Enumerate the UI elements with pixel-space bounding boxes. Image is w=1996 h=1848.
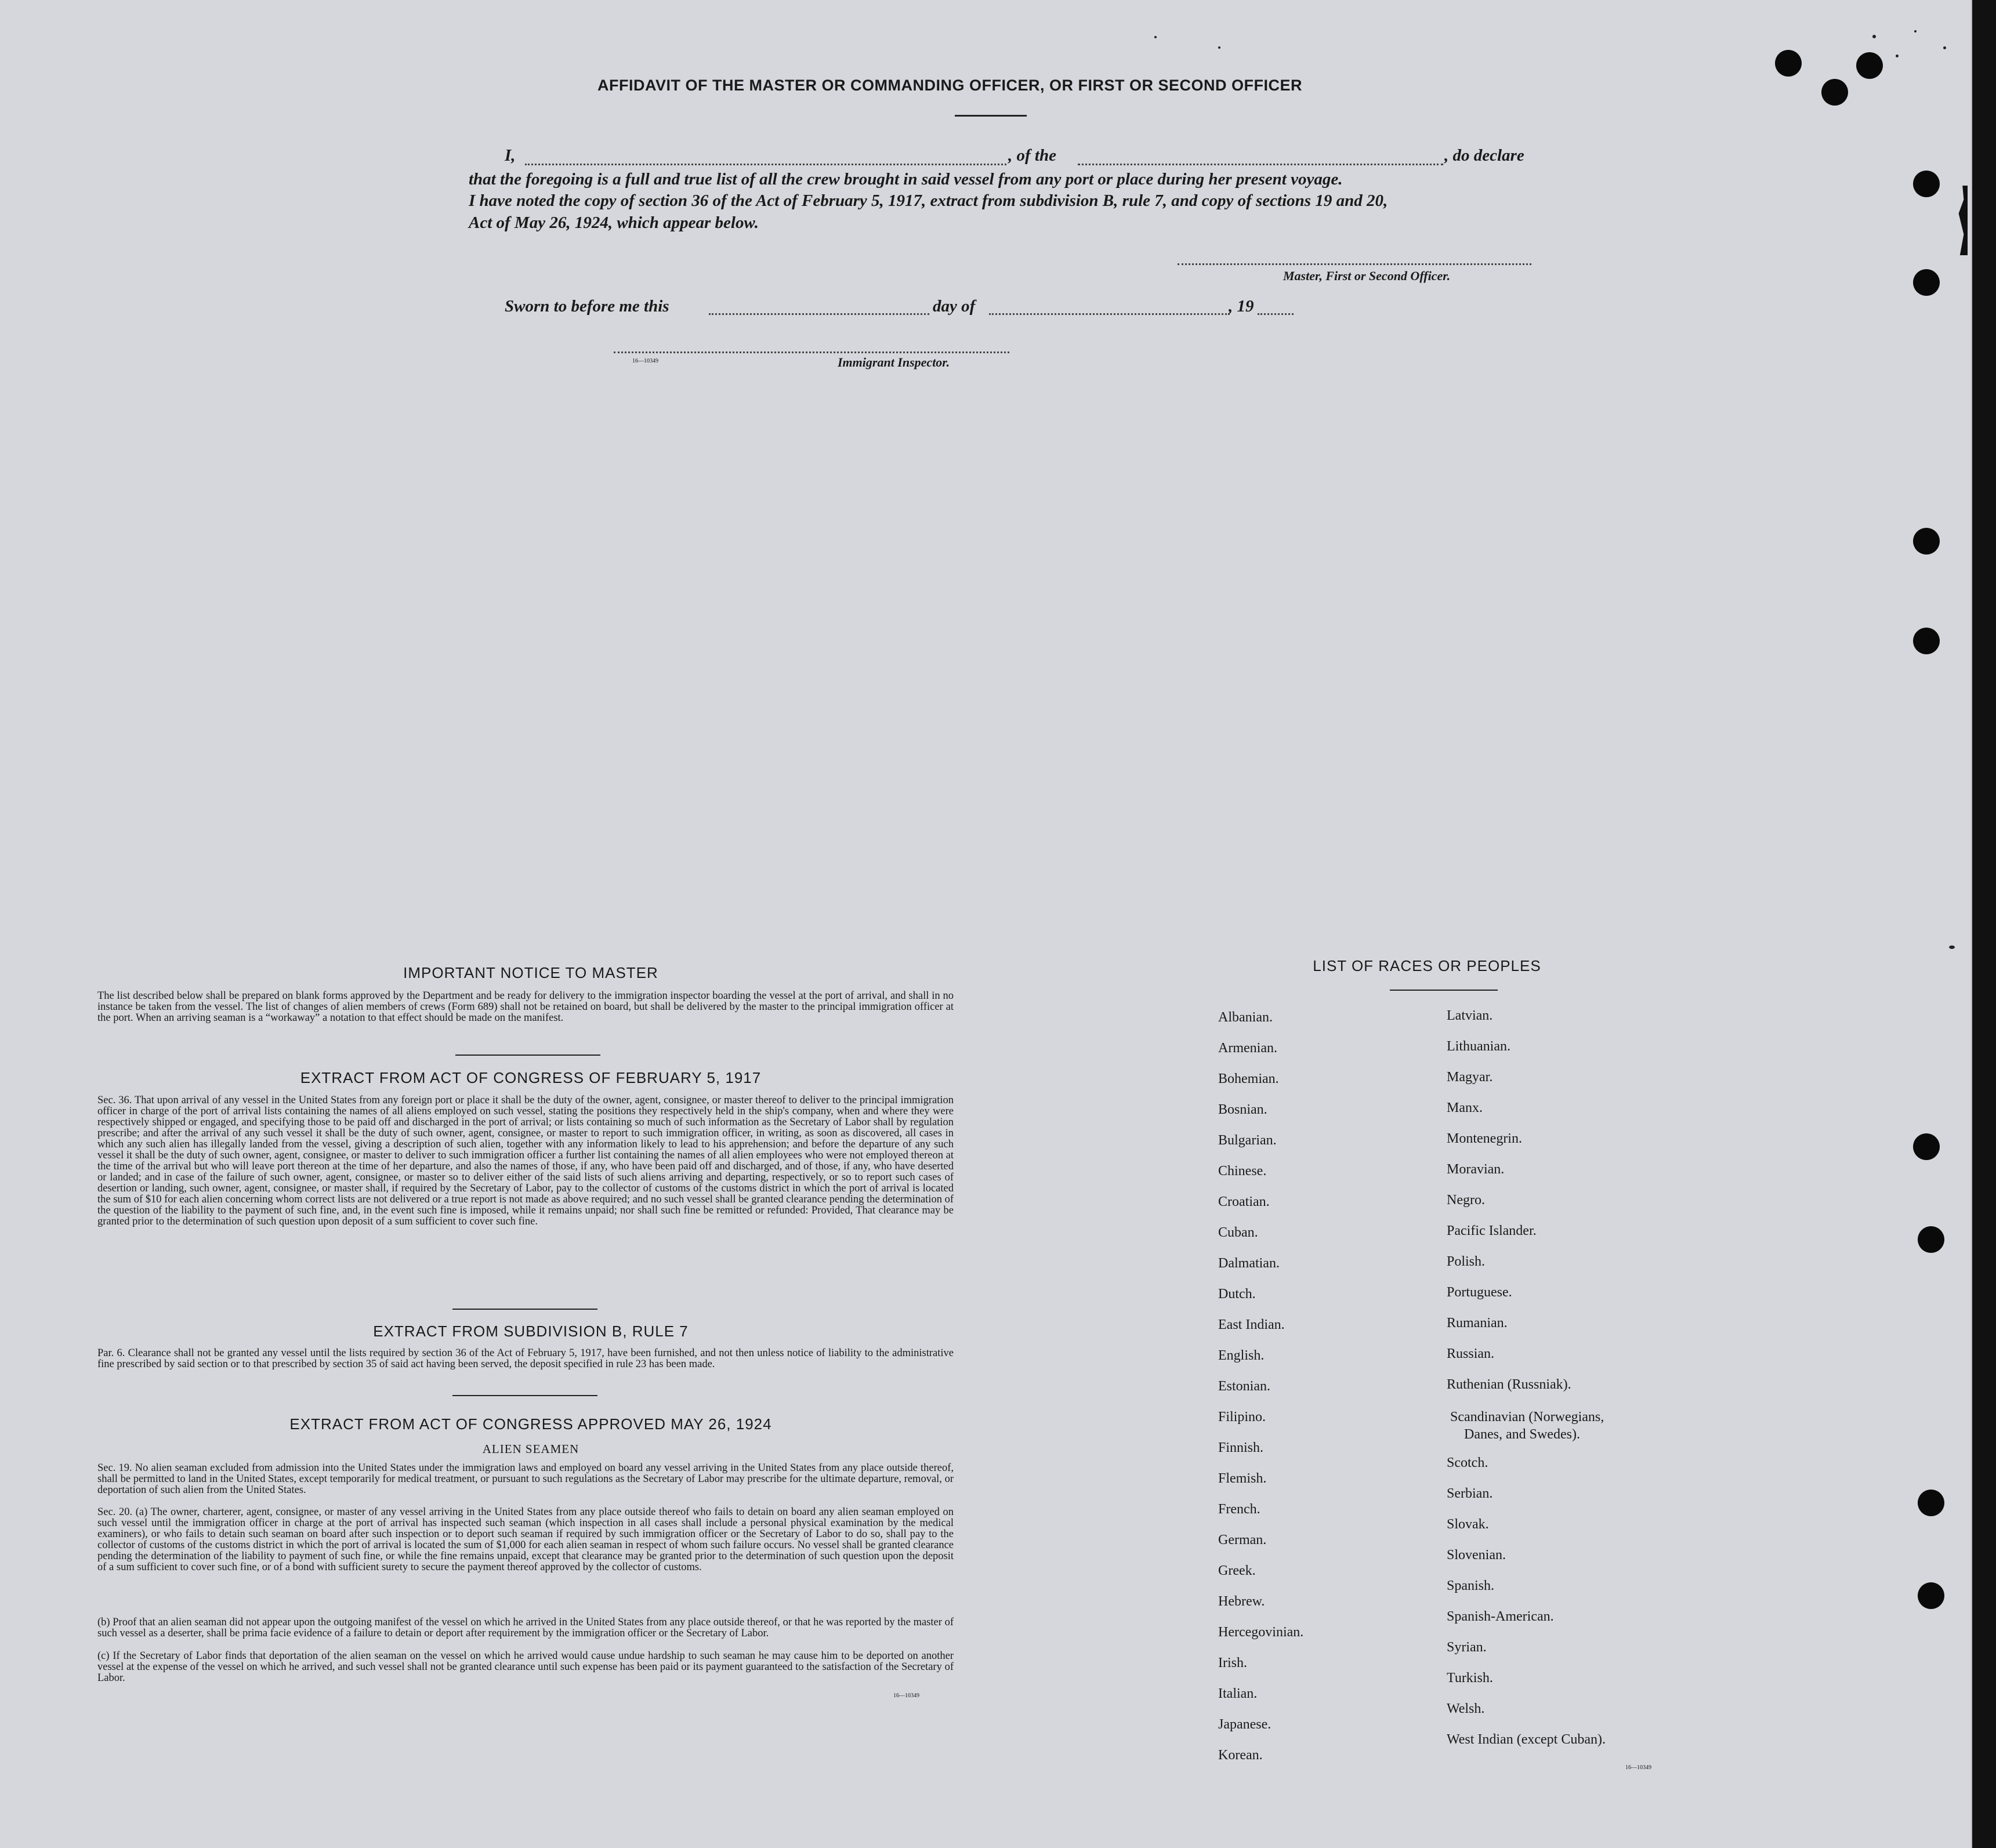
race-item: Bulgarian. (1218, 1133, 1277, 1148)
race-item: Chinese. (1218, 1164, 1267, 1179)
punch-hole-icon (1918, 1582, 1944, 1609)
extract-1917-heading: EXTRACT FROM ACT OF CONGRESS OF FEBRUARY 5, 1917 (300, 1069, 762, 1086)
race-item: Bohemian. (1218, 1071, 1279, 1086)
race-item: Syrian. (1447, 1640, 1487, 1655)
master-signature-line[interactable] (1178, 263, 1531, 265)
punch-hole-icon (1913, 528, 1940, 555)
race-item: Montenegrin. (1447, 1131, 1522, 1146)
divider-2 (452, 1309, 597, 1310)
affidavit-title: AFFIDAVIT OF THE MASTER OR COMMANDING OFFICER, OR FIRST OR SECOND OFFICER (597, 77, 1302, 94)
speck (1896, 55, 1899, 57)
race-item: Scandinavian (Norwegians, (1450, 1409, 1604, 1425)
extract-form-number: 16—10349 (893, 1693, 919, 1699)
race-item: Rumanian. (1447, 1316, 1508, 1331)
title-underline (955, 115, 1027, 117)
punch-hole-icon (1913, 628, 1940, 654)
race-item: Korean. (1218, 1748, 1263, 1763)
punch-hole-icon (1913, 171, 1940, 197)
speck (1218, 46, 1220, 49)
race-item: Filipino. (1218, 1409, 1266, 1425)
punch-hole-icon (1913, 269, 1940, 296)
race-item: Pacific Islander. (1447, 1223, 1537, 1238)
race-item: Negro. (1447, 1193, 1485, 1208)
race-item: Danes, and Swedes). (1464, 1427, 1580, 1442)
race-item: Bosnian. (1218, 1102, 1267, 1117)
day-of-text: day of (933, 297, 976, 316)
punch-hole-icon (1775, 50, 1802, 77)
punch-hole-icon (1918, 1226, 1944, 1253)
race-item: Cuban. (1218, 1225, 1258, 1240)
race-item: Lithuanian. (1447, 1039, 1510, 1054)
affidavit-line-4: Act of May 26, 1924, which appear below. (469, 213, 759, 232)
race-item: Russian. (1447, 1346, 1495, 1361)
race-item: English. (1218, 1348, 1265, 1363)
race-item: Spanish-American. (1447, 1609, 1554, 1624)
sworn-year-line[interactable] (1258, 313, 1294, 315)
punch-hole-icon (1821, 79, 1848, 106)
speck (1872, 35, 1876, 38)
race-item: West Indian (except Cuban). (1447, 1732, 1606, 1747)
race-item: Slovak. (1447, 1517, 1489, 1532)
vessel-name-line[interactable] (1078, 164, 1443, 165)
race-item: Hebrew. (1218, 1594, 1265, 1609)
master-signature-label: Master, First or Second Officer. (1283, 269, 1451, 283)
affidavit-of-the: , of the (1008, 146, 1056, 165)
extract-1917-text: Sec. 36. That upon arrival of any vessel in the United States from any foreign port or place it shall be the duty of the owner, agent, consignee, or master thereof to deliver to the principal immigration officer in charge of the port of arrival lists containing the names of all aliens employed on such vessel, stating the positions they respectively held in the ship's company, when and where they were respectively shipped or engaged, and specifying those to be paid off and discharged in the port of arrival; or lists containing so much of such information as the Secretary of Labor shall by regulation prescribe; and after the arrival of any such vessel it shall be the duty of such owner, agent, consignee, or master to report to such immigration officer, in writing, as soon as discovered, all cases in which any such alien has illegally landed from the vessel, giving a description of such alien, together with any information likely to lead to his apprehension; and before the departure of any such vessel it shall be the duty of such owner, agent, consignee, or master to deliver to such immigration officer a further list containing the names of all alien employees who were not employed thereon at the time of the arrival but who will leave port thereon at the time of her departure, and also the names of those, if any, who have been paid off and discharged, and of those, if any, who have deserted or landed; and in case of the failure of such owner, agent, consignee, or master so to deliver either of the said lists of such aliens arriving and departing, respectively, or so to report such cases of desertion or landing, such owner, agent, consignee, or master shall, if required by the Secretary of Labor, pay to the collector of customs of the customs district in which the port of arrival is located the sum of $10 for each alien concerning whom correct lists are not delivered or a true report is not made as above required; and no such vessel shall be granted clearance pending the determination of the question of the liability to the payment of such fine, and, in the event such fine is imposed, while it remains unpaid; nor shall such fine be remitted or refunded: Provided, That clearance may be granted prior to the determination of such question upon deposit of a sum sufficient to cover such fine. (97, 1095, 954, 1227)
race-item: Ruthenian (Russniak). (1447, 1377, 1571, 1392)
affidavit-declare: , do declare (1444, 146, 1524, 165)
extract-1924-heading: EXTRACT FROM ACT OF CONGRESS APPROVED MAY 26, 1924 (289, 1415, 772, 1433)
inspector-signature-line[interactable] (614, 352, 1009, 353)
affidavit-form-number: 16—10349 (632, 358, 658, 364)
race-item: Albanian. (1218, 1010, 1273, 1025)
race-item: German. (1218, 1532, 1267, 1548)
inspector-label: Immigrant Inspector. (838, 355, 950, 369)
races-form-number: 16—10349 (1625, 1764, 1651, 1771)
extract-rule7-heading: EXTRACT FROM SUBDIVISION B, RULE 7 (373, 1322, 689, 1340)
race-item: Latvian. (1447, 1008, 1493, 1023)
punch-hole-icon (1918, 1490, 1944, 1516)
race-item: East Indian. (1218, 1317, 1285, 1332)
divider-1 (455, 1055, 600, 1056)
race-item: Japanese. (1218, 1717, 1272, 1732)
race-item: Dalmatian. (1218, 1256, 1280, 1271)
races-left-column (1218, 1002, 1462, 1771)
extract-rule7-text: Par. 6. Clearance shall not be granted any vessel until the lists required by section 36 of the Act of February 5, 1917, have been furnished, and not then unless notice of liability to the administrative fine prescribed by said section or to that prescribed by section 35 of said act having been served, the deposit specified in rule 23 has been made. (97, 1347, 954, 1370)
races-right-column (1447, 1001, 1772, 1755)
divider-3 (452, 1395, 597, 1396)
race-item: Croatian. (1218, 1194, 1270, 1209)
notice-heading: IMPORTANT NOTICE TO MASTER (403, 964, 658, 981)
races-heading: LIST OF RACES OR PEOPLES (1313, 957, 1541, 974)
race-item: French. (1218, 1502, 1260, 1517)
race-item: Polish. (1447, 1254, 1486, 1269)
extract-1924-sec20a: Sec. 20. (a) The owner, charterer, agent, consignee, or master of any vessel arriving in the United States from any place outside thereof who fails to detain on board any alien seaman employed on such vessel until the immigration officer in charge at the port of arrival has inspected such seaman (which inspection in all cases shall include a personal physical examination by the medical examiners), or who fails to detain such seaman on board after such inspection or to deport such seaman if required by such immigration officer or the Secretary of Labor to do so, shall pay to the collector of customs of the customs district in which the port of arrival is located the sum of $1,000 for each alien seaman in respect of whom such failure occurs. No vessel shall be granted clearance pending the determination of the liability to payment of such fine, or while the fine remains unpaid, except that clearance may be granted prior to the determination of such question upon the deposit of a sum sufficient to cover such fine, or of a bond with sufficient surety to secure the payment thereof approved by the collector of customs. (97, 1506, 954, 1573)
race-item: Scotch. (1447, 1455, 1488, 1470)
race-item: Welsh. (1447, 1701, 1485, 1716)
affidavit-line-2: that the foregoing is a full and true list of all the crew brought in said vessel from any port or place during her present voyage. (469, 170, 1343, 189)
sworn-day-line[interactable] (709, 313, 929, 315)
race-item: Magyar. (1447, 1070, 1493, 1085)
race-item: Moravian. (1447, 1162, 1505, 1177)
speck (1943, 46, 1946, 49)
race-item: Flemish. (1218, 1471, 1267, 1486)
extract-1924-subheading: ALIEN SEAMEN (482, 1442, 579, 1456)
extract-1924-sec20c: (c) If the Secretary of Labor finds that deportation of the alien seaman on the vessel on which he arrived would cause undue hardship to such seaman he may cause him to be deported on another vessel at the expense of the vessel on which he arrived, and such vessel shall not be granted clearance until such expense has been paid or its payment guaranteed to the satisfaction of the Secretary of Labor. (97, 1650, 954, 1684)
race-item: Slovenian. (1447, 1548, 1506, 1563)
punch-hole-icon (1913, 1133, 1940, 1160)
race-item: Estonian. (1218, 1379, 1270, 1394)
notice-text: The list described below shall be prepared on blank forms approved by the Department and be ready for delivery to the immigration inspector boarding the vessel at the port of arrival, and shall in no instance be taken from the vessel. The list of changes of alien members of crews (Form 689) shall not be retained on board, but shall be delivered by the master to the principal immigration officer at the port. When an arriving seaman is a “workaway” a notation to that effect should be made on the manifest. (97, 990, 954, 1024)
race-item: Italian. (1218, 1686, 1258, 1701)
sworn-text: Sworn to before me this (505, 297, 669, 316)
race-item: Irish. (1218, 1655, 1247, 1671)
race-item: Hercegovinian. (1218, 1625, 1304, 1640)
affidavit-i: I, (505, 146, 516, 165)
sworn-month-line[interactable] (989, 313, 1230, 315)
race-item: Armenian. (1218, 1041, 1277, 1056)
extract-1924-sec20b: (b) Proof that an alien seaman did not appear upon the outgoing manifest of the vessel on which he arrived in the United States from any place outside thereof, or that he was reported by the master of such vessel as a deserter, shall be prima facie evidence of a failure to detain or deport after requirement by the immigration officer or the Secretary of Labor. (97, 1617, 954, 1639)
race-item: Portuguese. (1447, 1285, 1512, 1300)
punch-hole-icon (1856, 52, 1883, 79)
declarant-name-line[interactable] (525, 164, 1006, 165)
race-item: Spanish. (1447, 1578, 1495, 1593)
race-item: Greek. (1218, 1563, 1256, 1578)
speck (1949, 945, 1955, 949)
extract-1924-sec19: Sec. 19. No alien seaman excluded from admission into the United States under the immigration laws and employed on board any vessel arriving in the United States from any place outside thereof, shall be permitted to land in the United States, except temporarily for medical treatment, or pursuant to such regulations as the Secretary of Labor may prescribe for the ultimate departure, removal, or deportation of such alien from the United States. (97, 1462, 954, 1496)
race-item: Finnish. (1218, 1440, 1264, 1455)
race-item: Dutch. (1218, 1287, 1256, 1302)
year-prefix: , 19 (1229, 297, 1254, 316)
torn-edge (1955, 186, 1968, 255)
race-item: Manx. (1447, 1100, 1483, 1115)
races-underline (1390, 990, 1498, 991)
speck (1914, 30, 1917, 32)
race-item: Turkish. (1447, 1671, 1493, 1686)
race-item: Serbian. (1447, 1486, 1493, 1501)
speck (1154, 36, 1157, 38)
affidavit-line-3: I have noted the copy of section 36 of the Act of February 5, 1917, extract from subdivision B, rule 7, and copy of sections 19 and 20, (469, 191, 1388, 210)
